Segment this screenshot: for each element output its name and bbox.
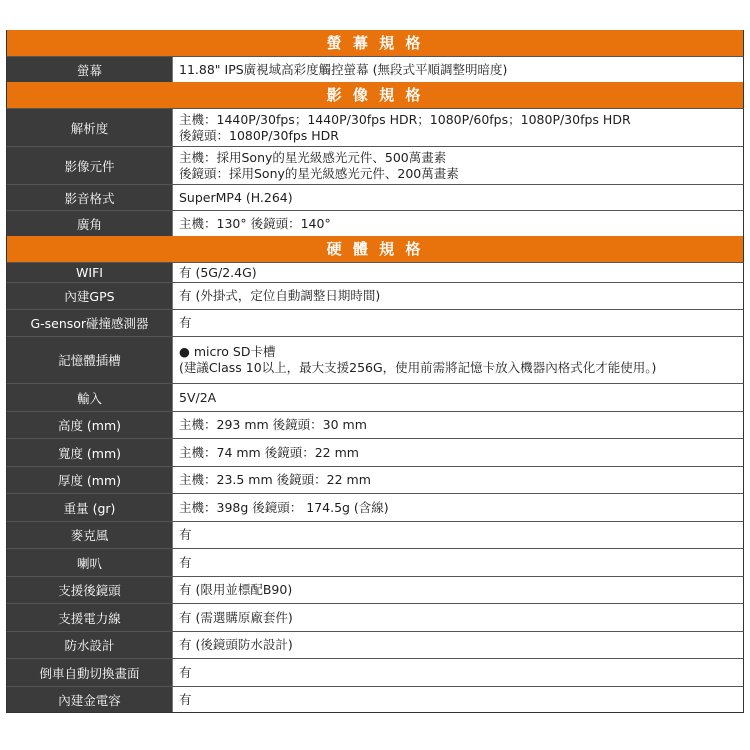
spec-label: 支援後鏡頭 [7,577,173,603]
spec-value-line: 有 (需選購原廠套件) [179,609,293,625]
spec-table [6,30,744,713]
spec-row [6,658,744,686]
spec-value [173,439,743,466]
spec-value [173,412,743,438]
spec-value [173,384,743,411]
spec-row [6,493,744,521]
spec-value [173,494,743,521]
spec-value-line: 5V/2A [179,389,217,405]
spec-row [6,210,744,236]
spec-value-line: 主機：74 mm 後鏡頭：22 mm [179,444,359,460]
spec-label: 輸入 [7,384,173,411]
spec-value [173,263,743,282]
spec-row [6,56,744,82]
spec-row [6,309,744,336]
spec-value-line: 主機：23.5 mm 後鏡頭：22 mm [179,472,371,487]
spec-value-line: 有 (限用並標配B90) [179,582,293,597]
spec-label: 寬度 (mm) [7,439,173,466]
spec-label: WIFI [7,263,173,282]
spec-label: 影像元件 [7,147,173,184]
spec-label: 解析度 [7,109,173,146]
spec-value [173,109,743,146]
spec-row [6,576,744,603]
spec-value-line: (建議Class 10以上，最大支援256G，使用前需將記憶卡放入機器內格式化才能使用。) [179,360,657,375]
spec-value [173,57,743,82]
spec-value-line: 主機：130° 後鏡頭：140° [179,215,331,231]
spec-row [6,411,744,438]
spec-value-line: 主機：採用Sony的星光級感光元件、500萬畫素 [179,149,447,165]
spec-label: 重量 (gr) [7,494,173,521]
spec-value [173,467,743,493]
spec-label: 螢幕 [7,57,173,82]
spec-row [6,146,744,184]
spec-value-line: ● micro SD卡槽 [179,344,276,359]
spec-label: 喇叭 [7,549,173,576]
spec-row [6,603,744,631]
spec-value-line: SuperMP4 (H.264) [179,189,293,205]
spec-value [173,632,743,658]
spec-label: 麥克風 [7,522,173,548]
spec-row [6,262,744,282]
spec-value-line: 有 [179,554,192,570]
spec-value-line: 有 (外掛式，定位自動調整日期時間) [179,288,381,303]
spec-value-line: 主機：1440P/30fps；1440P/30fps HDR；1080P/60fps；1080P/30fps HDR [179,111,631,127]
spec-label: 支援電力線 [7,604,173,631]
spec-row [6,466,744,493]
section-header: 影 像 規 格 [6,82,744,108]
spec-label: 內建GPS [7,283,173,309]
spec-label: 影音格式 [7,185,173,210]
spec-label: 倒車自動切換畫面 [7,659,173,686]
section-header: 螢 幕 規 格 [6,30,744,56]
spec-value-line: 有 [179,315,192,330]
spec-row [6,631,744,658]
spec-row [6,521,744,548]
spec-row [6,383,744,411]
spec-row [6,108,744,146]
spec-label: 內建金電容 [7,687,173,712]
spec-value-line: 主機：398g 後鏡頭： 174.5g (含線) [179,499,389,515]
spec-value-line: 主機：293 mm 後鏡頭：30 mm [179,417,367,432]
spec-value-line: 後鏡頭：採用Sony的星光級感光元件、200萬畫素 [179,165,459,181]
spec-value [173,310,743,336]
spec-label: 廣角 [7,211,173,236]
spec-row [6,184,744,210]
spec-value [173,283,743,309]
spec-value [173,659,743,686]
spec-label: 防水設計 [7,632,173,658]
spec-value [173,147,743,184]
spec-row [6,548,744,576]
spec-value [173,337,743,383]
spec-value-line: 後鏡頭：1080P/30fps HDR [179,127,339,143]
spec-value [173,185,743,210]
spec-label: 記憶體插槽 [7,337,173,383]
spec-value-line: 有 [179,527,192,542]
spec-row [6,686,744,713]
spec-value [173,687,743,712]
spec-row [6,336,744,383]
spec-row [6,282,744,309]
spec-value-line: 11.88" IPS廣視域高彩度觸控螢幕 (無段式平順調整明暗度) [179,61,508,77]
spec-value-line: 有 (後鏡頭防水設計) [179,637,293,652]
spec-label: 高度 (mm) [7,412,173,438]
spec-value [173,604,743,631]
spec-label: G-sensor碰撞感測器 [7,310,173,336]
spec-value [173,522,743,548]
spec-value [173,549,743,576]
spec-value-line: 有 [179,691,192,707]
spec-value [173,577,743,603]
spec-value-line: 有 (5G/2.4G) [179,264,257,280]
spec-value [173,211,743,236]
spec-value-line: 有 [179,664,192,680]
section-header: 硬 體 規 格 [6,236,744,262]
spec-label: 厚度 (mm) [7,467,173,493]
spec-row [6,438,744,466]
